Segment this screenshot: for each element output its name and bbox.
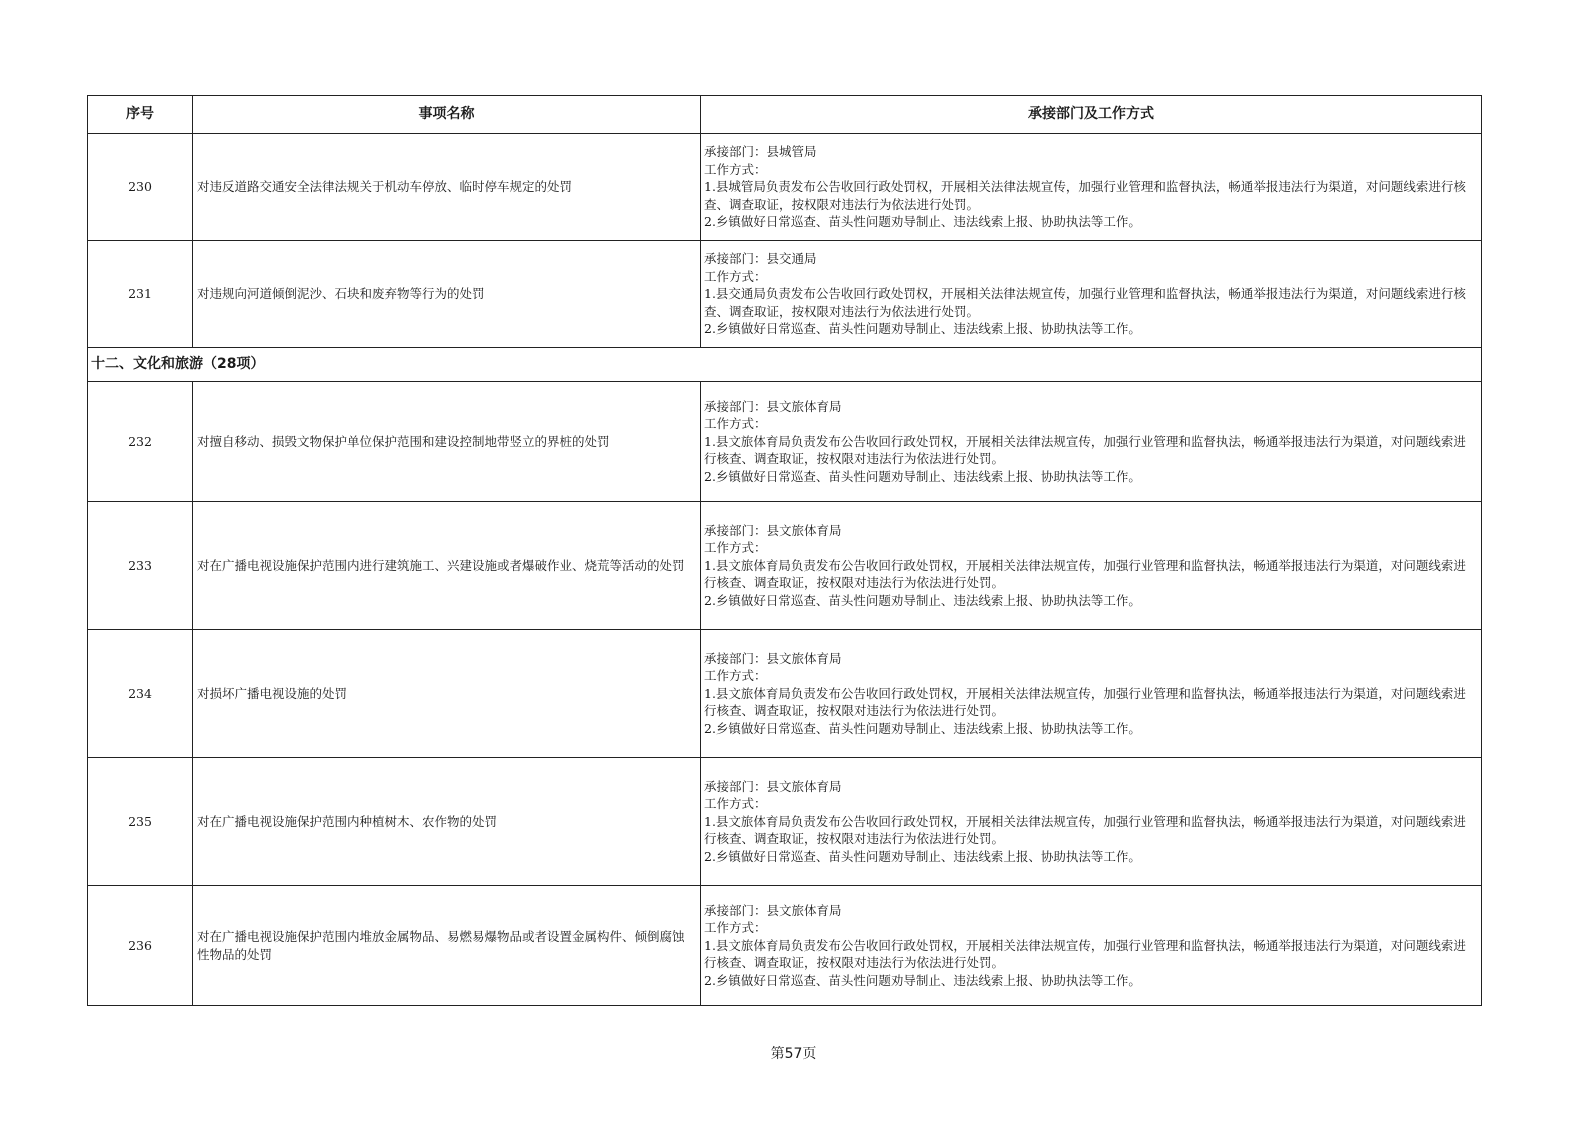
row-dept xyxy=(701,886,1482,1006)
dept-method-1: 1.县城管局负责发布公告收回行政处罚权，开展相关法律法规宣传，加强行业管理和监督执法，畅通举报违法行为渠道，对问题线索进行核查、调查取证，按权限对违法行为依法进行处罚。 xyxy=(704,179,1466,212)
row-name: 对在广播电视设施保护范围内进行建筑施工、兴建设施或者爆破作业、烧荒等活动的处罚 xyxy=(193,502,701,630)
dept-method-2: 2.乡镇做好日常巡查、苗头性问题劝导制止、违法线索上报、协助执法等工作。 xyxy=(704,720,1141,736)
page-number: 第57页 xyxy=(770,1046,817,1062)
dept-method-1: 1.县文旅体育局负责发布公告收回行政处罚权，开展相关法律法规宣传，加强行业管理和监督执法，畅通举报违法行为渠道，对问题线索进行核查、调查取证，按权限对违法行为依法进行处罚。 xyxy=(704,813,1466,847)
dept-method-2: 2.乡镇做好日常巡查、苗头性问题劝导制止、违法线索上报、协助执法等工作。 xyxy=(704,321,1141,337)
row-dept xyxy=(701,382,1482,502)
row-dept xyxy=(701,502,1482,630)
row-name: 对违反道路交通安全法律法规关于机动车停放、临时停车规定的处罚 xyxy=(193,134,701,241)
dept-method-2: 2.乡镇做好日常巡查、苗头性问题劝导制止、违法线索上报、协助执法等工作。 xyxy=(704,848,1141,864)
section-row xyxy=(88,348,1482,382)
table-row xyxy=(88,502,1482,630)
dept-method-label: 工作方式： xyxy=(704,920,767,936)
row-no: 233 xyxy=(88,502,193,630)
dept-method-label: 工作方式： xyxy=(704,668,767,684)
dept-unit: 承接部门：县交通局 xyxy=(704,251,817,267)
header-name: 事项名称 xyxy=(193,96,701,134)
table-row xyxy=(88,241,1482,348)
dept-method-label: 工作方式： xyxy=(704,268,767,284)
table-row xyxy=(88,382,1482,502)
row-no: 231 xyxy=(88,241,193,348)
row-no: 230 xyxy=(88,134,193,241)
table-row xyxy=(88,134,1482,241)
section-title: 十二、文化和旅游（28项） xyxy=(88,348,1482,382)
dept-method-2: 2.乡镇做好日常巡查、苗头性问题劝导制止、违法线索上报、协助执法等工作。 xyxy=(704,468,1141,484)
dept-method-2: 2.乡镇做好日常巡查、苗头性问题劝导制止、违法线索上报、协助执法等工作。 xyxy=(704,972,1141,988)
dept-method-label: 工作方式： xyxy=(704,161,767,177)
dept-unit: 承接部门：县文旅体育局 xyxy=(704,902,842,918)
dept-method-label: 工作方式： xyxy=(704,540,767,556)
dept-method-1: 1.县文旅体育局负责发布公告收回行政处罚权，开展相关法律法规宣传，加强行业管理和监督执法，畅通举报违法行为渠道，对问题线索进行核查、调查取证，按权限对违法行为依法进行处罚。 xyxy=(704,937,1466,971)
row-dept xyxy=(701,134,1482,241)
row-dept xyxy=(701,241,1482,348)
dept-method-1: 1.县文旅体育局负责发布公告收回行政处罚权，开展相关法律法规宣传，加强行业管理和监督执法，畅通举报违法行为渠道，对问题线索进行核查、调查取证，按权限对违法行为依法进行处罚。 xyxy=(704,685,1466,719)
dept-unit: 承接部门：县文旅体育局 xyxy=(704,398,842,414)
row-dept xyxy=(701,758,1482,886)
dept-unit: 承接部门：县文旅体育局 xyxy=(704,650,842,666)
header-no: 序号 xyxy=(88,96,193,134)
row-no: 232 xyxy=(88,382,193,502)
row-no: 234 xyxy=(88,630,193,758)
dept-method-2: 2.乡镇做好日常巡查、苗头性问题劝导制止、违法线索上报、协助执法等工作。 xyxy=(704,214,1141,230)
dept-method-label: 工作方式： xyxy=(704,416,767,432)
dept-method-1: 1.县交通局负责发布公告收回行政处罚权，开展相关法律法规宣传，加强行业管理和监督执法，畅通举报违法行为渠道，对问题线索进行核查、调查取证，按权限对违法行为依法进行处罚。 xyxy=(704,286,1466,319)
dept-method-1: 1.县文旅体育局负责发布公告收回行政处罚权，开展相关法律法规宣传，加强行业管理和监督执法，畅通举报违法行为渠道，对问题线索进行核查、调查取证，按权限对违法行为依法进行处罚。 xyxy=(704,557,1466,591)
row-name: 对违规向河道倾倒泥沙、石块和废弃物等行为的处罚 xyxy=(193,241,701,348)
header-dept: 承接部门及工作方式 xyxy=(701,96,1482,134)
dept-method-1: 1.县文旅体育局负责发布公告收回行政处罚权，开展相关法律法规宣传，加强行业管理和监督执法，畅通举报违法行为渠道，对问题线索进行核查、调查取证，按权限对违法行为依法进行处罚。 xyxy=(704,433,1466,467)
dept-unit: 承接部门：县城管局 xyxy=(704,144,817,160)
row-no: 235 xyxy=(88,758,193,886)
row-name: 对在广播电视设施保护范围内堆放金属物品、易燃易爆物品或者设置金属构件、倾倒腐蚀性物品的处罚 xyxy=(193,886,701,1006)
dept-unit: 承接部门：县文旅体育局 xyxy=(704,522,842,538)
table-row xyxy=(88,758,1482,886)
row-no: 236 xyxy=(88,886,193,1006)
row-name: 对在广播电视设施保护范围内种植树木、农作物的处罚 xyxy=(193,758,701,886)
table-row xyxy=(88,630,1482,758)
dept-method-label: 工作方式： xyxy=(704,796,767,812)
row-name: 对擅自移动、损毁文物保护单位保护范围和建设控制地带竖立的界桩的处罚 xyxy=(193,382,701,502)
dept-unit: 承接部门：县文旅体育局 xyxy=(704,778,842,794)
dept-method-2: 2.乡镇做好日常巡查、苗头性问题劝导制止、违法线索上报、协助执法等工作。 xyxy=(704,592,1141,608)
table-row xyxy=(88,886,1482,1006)
row-dept xyxy=(701,630,1482,758)
items-table xyxy=(87,95,1482,1006)
table-header-row xyxy=(88,96,1482,134)
row-name: 对损坏广播电视设施的处罚 xyxy=(193,630,701,758)
